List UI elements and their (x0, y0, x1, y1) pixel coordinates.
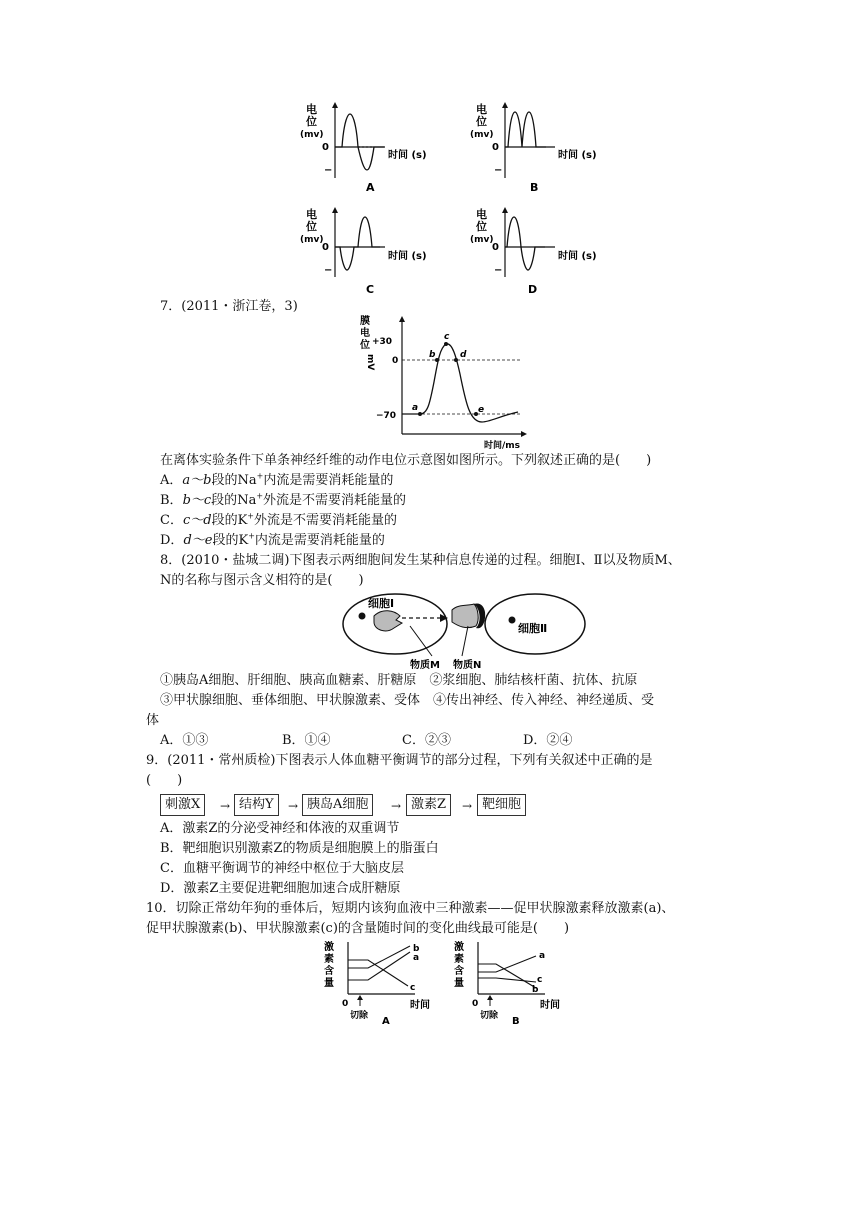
q7-stem: 在离体实验条件下单条神经纤维的动作电位示意图如图所示。下列叙述正确的是( ) (160, 453, 652, 468)
axis-y-unit: (mv) (300, 235, 324, 245)
cell-signal-diagram (340, 590, 590, 670)
zero-label: 0 (322, 142, 329, 153)
ylabel-char3: 位 (360, 340, 370, 351)
curve-label-a: a (413, 953, 420, 963)
curve-label-c: c (410, 983, 416, 993)
q8-line1: 8．(2010・盐城二调)下图表示两细胞间发生某种信息传递的过程。细胞Ⅰ、Ⅱ以及物质M、 (160, 553, 681, 568)
q8-item1: ①胰岛A细胞、肝细胞、胰高血糖素、肝糖原 ②浆细胞、肺结核杆菌、抗体、抗原 (160, 673, 638, 688)
q10-line1: 10．切除正常幼年狗的垂体后，短期内该狗血液中三种激素——促甲状腺激素释放激素(a)、 (146, 901, 675, 916)
axis-y-char1: 电 (476, 208, 487, 221)
flow-stimulus-x: 刺激X (160, 794, 205, 816)
origin-label: 0 (472, 999, 479, 1009)
q8-item2-cont: 体 (146, 713, 160, 728)
q9-option-c: C．血糖平衡调节的神经中枢位于大脑皮层 (160, 861, 404, 876)
ylabel-char2: 素 (324, 954, 334, 965)
potential-graph-d (470, 205, 610, 300)
axis-x-label: 时间 (s) (388, 150, 427, 161)
ylabel-char1: 膜 (360, 316, 370, 327)
ylabel-char1: 激 (324, 942, 334, 953)
potential-graph-b (470, 100, 610, 195)
q7-header: 7．(2011・浙江卷，3) (160, 299, 298, 314)
axis-y-char1: 电 (476, 103, 487, 116)
axis-y-unit: (mv) (470, 130, 494, 140)
potential-graph-c (300, 205, 440, 300)
zero-label: 0 (492, 142, 499, 153)
minus-label: − (494, 265, 503, 276)
panel-label-a: A (382, 1016, 390, 1026)
point-b: b (429, 350, 436, 360)
panel-label-c: C (366, 283, 375, 296)
axis-y-char2: 位 (306, 220, 317, 233)
panel-label-d: D (528, 283, 538, 296)
curve-label-c: c (537, 975, 543, 985)
ylabel-char1: 激 (454, 942, 464, 953)
axis-x-label: 时间 (s) (558, 251, 597, 262)
q8-choice-d: D．②④ (523, 733, 573, 748)
q8-choice-b: B．①④ (282, 733, 331, 748)
hormone-graph-a (320, 938, 450, 1026)
axis-y-char1: 电 (306, 208, 317, 221)
flow-arrow: → (288, 799, 299, 813)
q6-figure (300, 100, 620, 300)
cut-label: 切除 (480, 1011, 499, 1021)
q8-choice-c: C．②③ (402, 733, 451, 748)
zero-label: 0 (322, 242, 329, 253)
ytick-plus30: +30 (372, 337, 393, 347)
q7-option-d: D．d～e段的K+内流是需要消耗能量的 (160, 531, 385, 548)
panel-label-a: A (366, 181, 375, 194)
xlabel: 时间 (540, 1000, 560, 1011)
flow-islet-a-cell: 胰岛A细胞 (302, 794, 373, 816)
axis-y-unit: (mv) (300, 130, 324, 140)
xlabel: 时间/ms (484, 441, 521, 451)
ylabel-char2: 素 (454, 954, 464, 965)
q8-line2: N的名称与图示含义相符的是( ) (160, 573, 364, 588)
flow-arrow: → (462, 799, 473, 813)
minus-label: − (324, 165, 333, 176)
axis-y-char2: 位 (476, 220, 487, 233)
flow-arrow: → (391, 799, 402, 813)
hormone-graph-b (450, 938, 580, 1026)
ylabel-char4: 量 (454, 978, 464, 989)
ylabel-char4: 量 (324, 978, 334, 989)
origin-label: 0 (342, 999, 349, 1009)
flow-target-cell: 靶细胞 (477, 794, 526, 816)
point-d: d (460, 350, 467, 360)
point-e: e (478, 405, 485, 415)
axis-y-char1: 电 (306, 103, 317, 116)
q9-option-a: A．激素Z的分泌受神经和体液的双重调节 (160, 821, 400, 836)
substance-m-label: 物质M (410, 660, 440, 670)
ylabel-char2: 电 (360, 328, 370, 339)
ytick-minus70: −70 (376, 411, 397, 421)
curve-label-b: b (532, 985, 539, 995)
axis-y-char2: 位 (476, 115, 487, 128)
q9-option-b: B．靶细胞识别激素Z的物质是细胞膜上的脂蛋白 (160, 841, 439, 856)
q9-line1: 9．(2011・常州质检)下图表示人体血糖平衡调节的部分过程，下列有关叙述中正确的是 (146, 753, 653, 768)
xlabel: 时间 (410, 1000, 430, 1011)
cut-label: 切除 (350, 1011, 369, 1021)
ytick-zero: 0 (392, 356, 399, 366)
minus-label: − (324, 265, 333, 276)
cell2-label: 细胞Ⅱ (518, 622, 548, 635)
axis-y-char2: 位 (306, 115, 317, 128)
flow-arrow: → (220, 799, 231, 813)
q8-item2: ③甲状腺细胞、垂体细胞、甲状腺激素、受体 ④传出神经、传入神经、神经递质、受 (160, 693, 655, 708)
q8-choice-a: A．①③ (160, 733, 209, 748)
curve-label-b: b (413, 944, 420, 954)
cell1-label: 细胞Ⅰ (368, 597, 395, 610)
flow-hormone-z: 激素Z (406, 794, 451, 816)
q10-line2: 促甲状腺激素(b)、甲状腺激素(c)的含量随时间的变化曲线最可能是( ) (146, 921, 570, 936)
minus-label: − (494, 165, 503, 176)
ylabel-char3: 含 (324, 966, 334, 977)
axis-x-label: 时间 (s) (388, 251, 427, 262)
action-potential-graph (340, 312, 540, 452)
flow-structure-y: 结构Y (234, 794, 279, 816)
axis-x-label: 时间 (s) (558, 150, 597, 161)
q7-option-b: B．b～c段的Na+外流是不需要消耗能量的 (160, 491, 407, 508)
substance-n-label: 物质N (453, 660, 482, 670)
panel-label-b: B (530, 181, 539, 194)
potential-graph-a (300, 100, 440, 195)
q7-option-a: A．a～b段的Na+内流是需要消耗能量的 (160, 471, 394, 488)
ylabel-char3: 含 (454, 966, 464, 977)
q7-option-c: C．c～d段的K+外流是不需要消耗能量的 (160, 511, 398, 528)
axis-y-unit: (mv) (470, 235, 494, 245)
point-a: a (412, 403, 419, 413)
zero-label: 0 (492, 242, 499, 253)
curve-label-a: a (539, 951, 546, 961)
q9-option-d: D．激素Z主要促进靶细胞加速合成肝糖原 (160, 881, 401, 896)
ylabel-unit: mV (365, 354, 375, 371)
panel-label-b: B (512, 1016, 520, 1026)
q9-line2: ( ) (146, 773, 183, 788)
point-c: c (444, 332, 450, 342)
